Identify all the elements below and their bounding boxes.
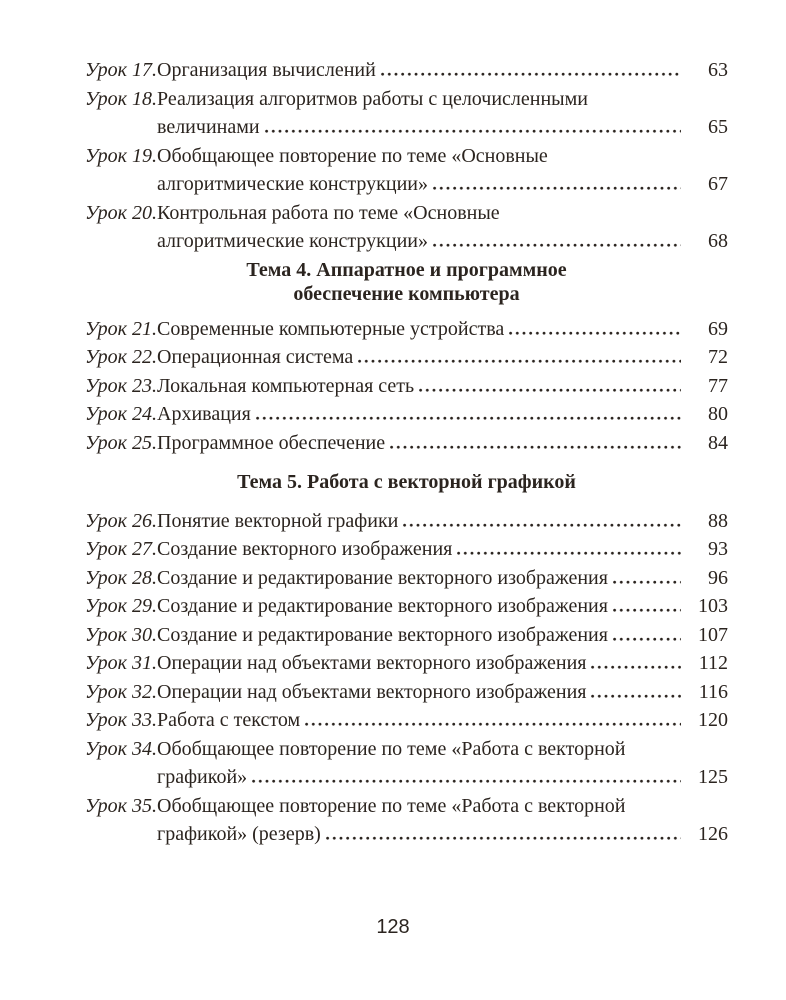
dot-leader bbox=[419, 388, 681, 392]
entry-page-number: 80 bbox=[708, 403, 728, 425]
table-of-contents bbox=[85, 56, 728, 849]
section-heading bbox=[85, 258, 728, 307]
toc-entry-line bbox=[85, 429, 728, 458]
entry-page-number: 67 bbox=[708, 173, 728, 195]
entry-page-number: 96 bbox=[708, 566, 728, 589]
entry-page-number: 112 bbox=[698, 652, 728, 674]
lesson-label: Урок 30. bbox=[85, 623, 158, 646]
lesson-label: Урок 18. bbox=[85, 87, 158, 110]
lesson-label: Урок 17. bbox=[85, 59, 158, 81]
entry-page-number: 77 bbox=[708, 374, 728, 397]
dot-leader bbox=[613, 608, 681, 612]
lesson-label: Урок 35. bbox=[85, 794, 158, 817]
dot-leader bbox=[305, 722, 681, 726]
toc-entry-line bbox=[85, 820, 728, 849]
toc-section bbox=[85, 258, 728, 458]
lesson-label: Урок 29. bbox=[85, 595, 158, 617]
toc-entry bbox=[85, 429, 728, 458]
toc-entry-line bbox=[85, 792, 728, 821]
entry-page-number: 125 bbox=[698, 766, 728, 788]
entry-title-text: Операционная система bbox=[157, 346, 354, 368]
entry-title-text: Современные компьютерные устройства bbox=[157, 317, 505, 340]
entry-page-number: 107 bbox=[698, 623, 728, 646]
dot-leader bbox=[433, 186, 681, 190]
toc-entry-line bbox=[85, 678, 728, 707]
toc-entry-line bbox=[85, 621, 728, 650]
lesson-label: Урок 25. bbox=[85, 431, 158, 454]
folio-page-number: 128 bbox=[376, 916, 410, 938]
entry-title-text: графикой» (резерв) bbox=[157, 823, 321, 845]
lesson-label: Урок 33. bbox=[85, 709, 158, 731]
entry-title-text: Создание и редактирование векторного изображения bbox=[157, 595, 608, 617]
dot-leader bbox=[265, 129, 681, 133]
toc-entry bbox=[85, 343, 728, 372]
entry-title-text: Реализация алгоритмов работы с целочисленными bbox=[157, 87, 588, 110]
section-heading-line: Тема 5. Работа с векторной графикой bbox=[237, 471, 576, 493]
toc-entry-line bbox=[85, 142, 728, 171]
dot-leader bbox=[591, 694, 681, 698]
entry-page-number: 69 bbox=[708, 317, 728, 340]
entry-page-number: 65 bbox=[708, 116, 728, 138]
entry-title-text: Создание и редактирование векторного изображения bbox=[157, 566, 608, 589]
dot-leader bbox=[433, 243, 681, 247]
toc-entry-line bbox=[85, 315, 728, 344]
toc-entry bbox=[85, 706, 728, 735]
entry-page-number: 72 bbox=[708, 346, 728, 368]
toc-entry-line bbox=[85, 400, 728, 429]
toc-entry-line bbox=[85, 113, 728, 142]
section-heading bbox=[85, 470, 728, 495]
lesson-label: Урок 20. bbox=[85, 201, 158, 224]
entry-title-text: Понятие векторной графики bbox=[157, 509, 399, 532]
toc-entry-line bbox=[85, 170, 728, 199]
lesson-label: Урок 26. bbox=[85, 509, 158, 532]
entry-title-text: Операции над объектами векторного изображения bbox=[157, 680, 587, 703]
toc-entry-line bbox=[85, 564, 728, 593]
toc-entry-line bbox=[85, 763, 728, 792]
entry-title-text: Операции над объектами векторного изображения bbox=[157, 652, 587, 674]
section-heading-line: Тема 4. Аппаратное и программное bbox=[246, 258, 567, 281]
entry-page-number: 93 bbox=[708, 538, 728, 560]
entry-page-number: 63 bbox=[708, 59, 728, 81]
lesson-label: Урок 19. bbox=[85, 144, 158, 167]
lesson-label: Урок 21. bbox=[85, 317, 158, 340]
dot-leader bbox=[613, 580, 681, 584]
entry-title-text: Локальная компьютерная сеть bbox=[157, 374, 415, 397]
toc-entry bbox=[85, 792, 728, 849]
lesson-label: Урок 28. bbox=[85, 566, 158, 589]
entry-title-text: алгоритмические конструкции» bbox=[157, 173, 428, 195]
entry-title-text: графикой» bbox=[157, 766, 248, 788]
toc-entry bbox=[85, 400, 728, 429]
entry-title-text: Обобщающее повторение по теме «Работа с векторной bbox=[157, 794, 626, 817]
section-heading-line: обеспечение компьютера bbox=[293, 283, 520, 305]
lesson-label: Урок 34. bbox=[85, 737, 158, 760]
toc-section bbox=[85, 470, 728, 849]
entry-title-text: алгоритмические конструкции» bbox=[157, 230, 428, 252]
entry-title-text: Архивация bbox=[157, 403, 251, 425]
page-footer bbox=[0, 916, 786, 939]
dot-leader bbox=[252, 779, 681, 783]
lesson-label: Урок 31. bbox=[85, 652, 158, 674]
entry-page-number: 120 bbox=[698, 709, 728, 731]
lesson-label: Урок 32. bbox=[85, 680, 158, 703]
entry-title-text: Работа с текстом bbox=[157, 709, 301, 731]
entry-title-text: Программное обеспечение bbox=[157, 431, 386, 454]
dot-leader bbox=[591, 665, 681, 669]
dot-leader bbox=[256, 416, 681, 420]
toc-entry bbox=[85, 592, 728, 621]
toc-entry bbox=[85, 85, 728, 142]
lesson-label: Урок 27. bbox=[85, 538, 158, 560]
dot-leader bbox=[403, 523, 681, 527]
lesson-label: Урок 24. bbox=[85, 403, 158, 425]
dot-leader bbox=[509, 331, 681, 335]
toc-entry-line bbox=[85, 56, 728, 85]
toc-entry bbox=[85, 56, 728, 85]
toc-entry bbox=[85, 372, 728, 401]
toc-entry-line bbox=[85, 227, 728, 256]
toc-entry-line bbox=[85, 343, 728, 372]
entry-page-number: 116 bbox=[698, 680, 728, 703]
entry-title-text: Создание векторного изображения bbox=[157, 538, 453, 560]
toc-entry-line bbox=[85, 649, 728, 678]
entry-page-number: 84 bbox=[708, 431, 728, 454]
toc-entry bbox=[85, 735, 728, 792]
lesson-label: Урок 23. bbox=[85, 374, 158, 397]
entry-page-number: 103 bbox=[698, 595, 728, 617]
toc-section bbox=[85, 56, 728, 256]
toc-entry bbox=[85, 564, 728, 593]
toc-entry bbox=[85, 142, 728, 199]
dot-leader bbox=[390, 445, 681, 449]
entry-title-text: Обобщающее повторение по теме «Работа с векторной bbox=[157, 737, 626, 760]
toc-entry-line bbox=[85, 706, 728, 735]
dot-leader bbox=[326, 836, 681, 840]
lesson-label: Урок 22. bbox=[85, 346, 158, 368]
entry-title-text: Контрольная работа по теме «Основные bbox=[157, 201, 500, 224]
entry-title-text: Организация вычислений bbox=[157, 59, 376, 81]
toc-entry bbox=[85, 507, 728, 536]
entry-page-number: 88 bbox=[708, 509, 728, 532]
dot-leader bbox=[613, 637, 681, 641]
entry-title-text: величинами bbox=[157, 116, 260, 138]
toc-entry-line bbox=[85, 85, 728, 114]
dot-leader bbox=[358, 359, 681, 363]
toc-entry bbox=[85, 315, 728, 344]
toc-entry-line bbox=[85, 592, 728, 621]
toc-entry-line bbox=[85, 535, 728, 564]
toc-entry-line bbox=[85, 372, 728, 401]
entry-title-text: Создание и редактирование векторного изображения bbox=[157, 623, 608, 646]
entry-title-text: Обобщающее повторение по теме «Основные bbox=[157, 144, 548, 167]
toc-entry-line bbox=[85, 199, 728, 228]
toc-entry-line bbox=[85, 507, 728, 536]
toc-entry bbox=[85, 678, 728, 707]
dot-leader bbox=[457, 551, 681, 555]
toc-entry bbox=[85, 621, 728, 650]
entry-page-number: 68 bbox=[708, 230, 728, 252]
toc-entry bbox=[85, 199, 728, 256]
toc-entry-line bbox=[85, 735, 728, 764]
dot-leader bbox=[381, 72, 681, 76]
entry-page-number: 126 bbox=[698, 823, 728, 845]
toc-entry bbox=[85, 649, 728, 678]
toc-entry bbox=[85, 535, 728, 564]
